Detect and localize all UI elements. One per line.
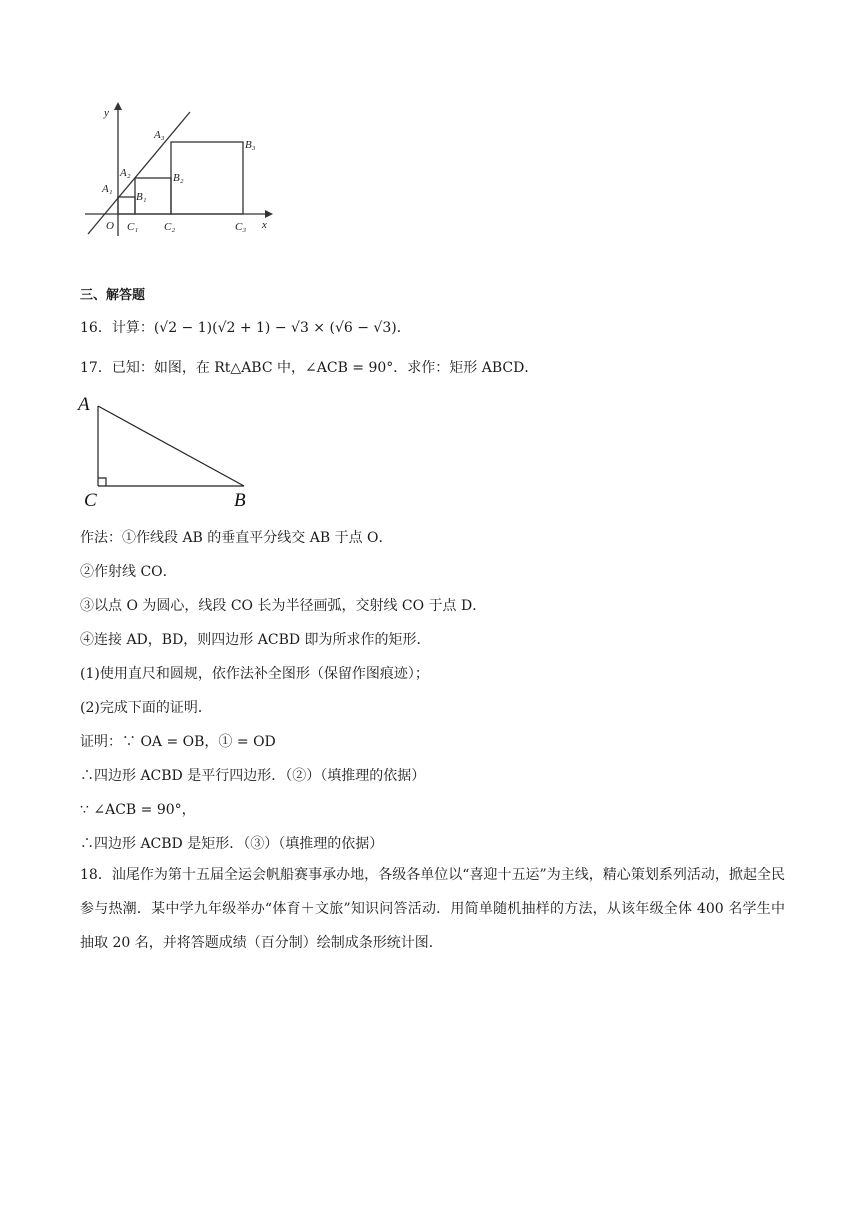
label-A: A — [78, 394, 90, 415]
question-17-stem: 17．已知：如图，在 Rt△ABC 中，∠ACB = 90°．求作：矩形 ABCD． — [80, 360, 539, 376]
section-title: 三、解答题 — [80, 288, 146, 303]
proof-line-3: ∵ ∠ACB = 90°， — [80, 802, 196, 818]
square-1 — [118, 197, 135, 214]
label-C3: C₃ — [235, 221, 247, 233]
right-angle-mark — [98, 478, 106, 486]
triangle-figure — [74, 388, 264, 512]
step-2: ②作射线 CO． — [80, 564, 177, 580]
label-x: x — [262, 219, 267, 231]
subquestion-2: (2)完成下面的证明． — [80, 700, 212, 716]
step-4: ④连接 AD，BD，则四边形 ACBD 即为所求作的矩形． — [80, 632, 431, 648]
proof-line-2: ∴四边形 ACBD 是平行四边形．（②）（填推理的依据） — [80, 768, 426, 784]
x-axis-arrow — [265, 210, 273, 218]
coordinate-figure — [80, 96, 280, 241]
label-B1: B₁ — [136, 191, 147, 203]
question-16: 16．计算：(√2 − 1)(√2 + 1) − √3 × (√6 − √3)． — [80, 320, 411, 336]
proof-line-4: ∴四边形 ACBD 是矩形．（③）（填推理的依据） — [80, 836, 384, 852]
y-axis-arrow — [114, 102, 122, 110]
step-1: 作法：①作线段 AB 的垂直平分线交 AB 于点 O． — [80, 530, 393, 546]
question-18: 18．汕尾作为第十五届全运会帆船赛事承办地，各级各单位以“喜迎十五运”为主线，精心策划系列活动，掀起全民参与热潮．某中学九年级举办“体育＋文旅”知识问答活动．用简单随机抽样的方法，从该年级全体 400 名学生中抽取 20 名，并将答题成绩（百分制）绘制成条形统计图． — [80, 867, 785, 951]
label-A1: A₁ — [102, 183, 113, 195]
label-B2: B₂ — [173, 172, 184, 184]
subquestion-1: (1)使用直尺和圆规，依作法补全图形（保留作图痕迹）； — [80, 666, 429, 682]
label-B: B — [234, 490, 246, 511]
side-AB — [98, 406, 244, 486]
label-y: y — [104, 107, 109, 119]
label-C2: C₂ — [164, 221, 176, 233]
label-A2: A₂ — [120, 167, 131, 179]
label-B3: B₃ — [245, 139, 256, 151]
proof-line-1: 证明：∵ OA = OB，① = OD — [80, 734, 276, 750]
label-C: C — [84, 490, 97, 511]
label-C1: C₁ — [127, 221, 139, 233]
step-3: ③以点 O 为圆心，线段 CO 长为半径画弧，交射线 CO 于点 D． — [80, 598, 487, 614]
label-A3: A₃ — [154, 129, 165, 141]
label-O: O — [106, 220, 114, 232]
